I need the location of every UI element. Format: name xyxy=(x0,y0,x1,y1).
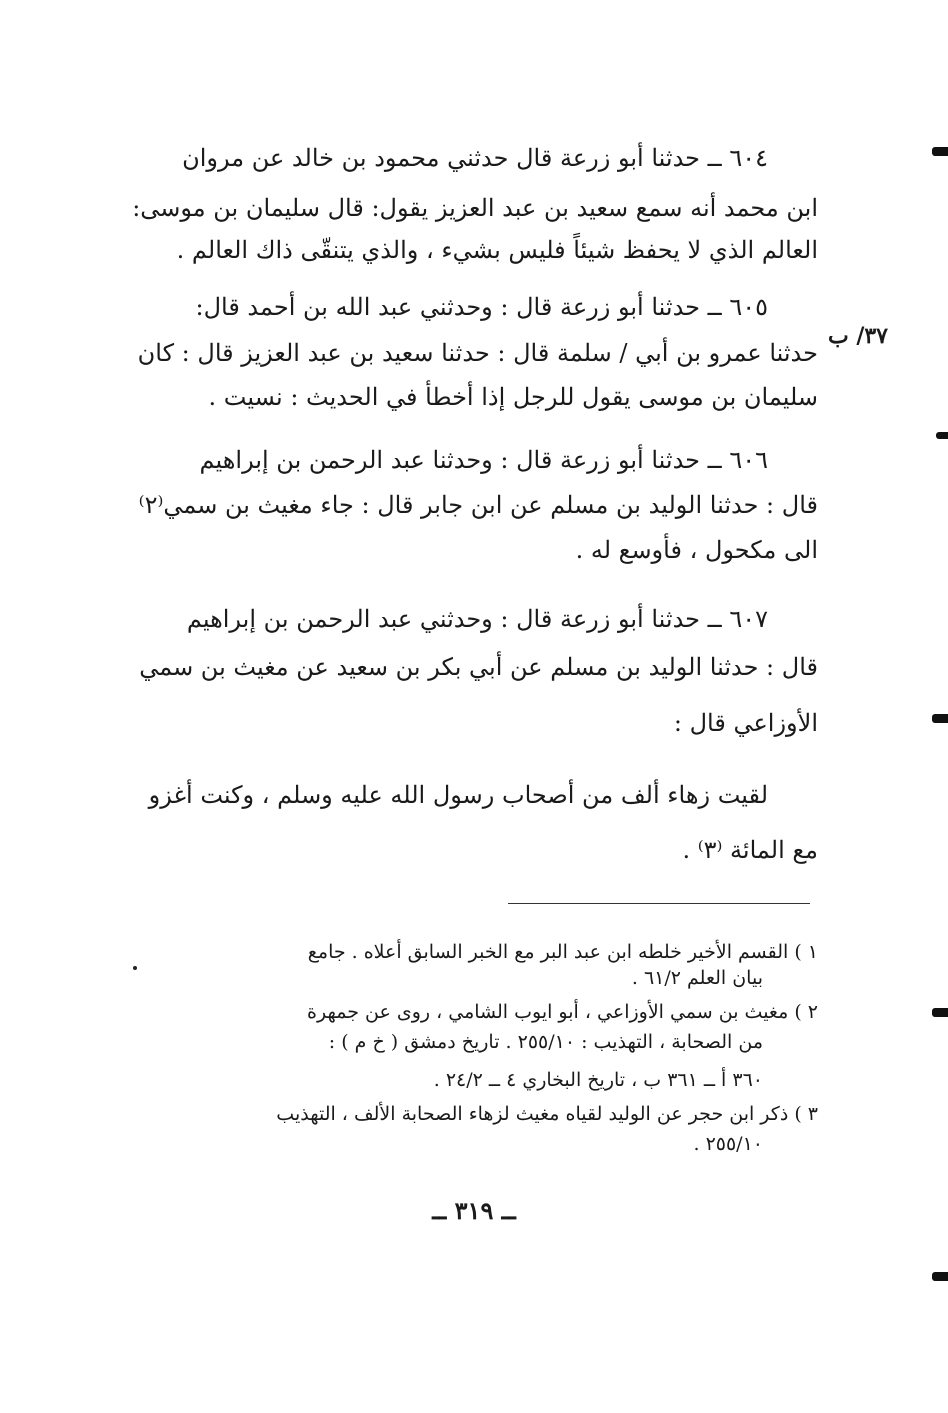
footnote-3-line-2: . ٢٥٥/١٠ xyxy=(693,1133,763,1155)
entry-604-line-3: العالم الذي لا يحفظ شيئاً فليس بشيء ، والذي يتنقّى ذاك العالم . xyxy=(176,236,818,264)
scan-edge-mark xyxy=(932,1008,948,1017)
footnote-separator xyxy=(508,903,810,904)
entry-605-line-3: سليمان بن موسى يقول للرجل إذا أخطأ في الحديث : نسيت . xyxy=(208,383,818,411)
footnote-3-line-1: ٣ ) ذكر ابن حجر عن الوليد لقياه مغيث لزهاء الصحابة الألف ، التهذيب xyxy=(276,1103,818,1125)
entry-607-line-1: ٦٠٧ ــ حدثنا أبو زرعة قال : وحدثني عبد الرحمن بن إبراهيم xyxy=(186,605,768,633)
footnote-2-line-1: ٢ ) مغيث بن سمي الأوزاعي ، أبو ايوب الشامي ، روى عن جمهرة xyxy=(307,1001,818,1023)
scan-edge-mark xyxy=(936,432,948,439)
footnote-2-line-2: من الصحابة ، التهذيب : ٢٥٥/١٠ . تاريخ دمشق ( خ م ) : xyxy=(328,1031,763,1053)
scan-edge-mark xyxy=(932,714,948,723)
footnote-2-line-3: ٣٦٠ أ ــ ٣٦١ ب ، تاريخ البخاري ٤ ــ ٢٤/٢ . xyxy=(433,1069,763,1091)
entry-607-line-3: الأوزاعي قال : xyxy=(673,709,818,737)
page-number: ــ ٣١٩ ــ xyxy=(432,1196,516,1225)
entry-607-line-2: قال : حدثنا الوليد بن مسلم عن أبي بكر بن سعيد عن مغيث بن سمي xyxy=(139,653,818,681)
entry-604-line-2: ابن محمد أنه سمع سعيد بن عبد العزيز يقول: قال سليمان بن موسى: xyxy=(132,194,818,222)
footnote-1-line-1: ١ ) القسم الأخير خلطه ابن عبد البر مع الخبر السابق أعلاه . جامع xyxy=(307,941,818,963)
entry-605-line-2: حدثنا عمرو بن أبي / سلمة قال : حدثنا سعيد بن عبد العزيز قال : كان xyxy=(137,339,818,367)
scan-speck xyxy=(133,966,137,970)
footnote-1-line-2: بيان العلم ٦١/٢ . xyxy=(631,967,763,989)
entry-606-line-3: الى مكحول ، فأوسع له . xyxy=(575,536,818,564)
scan-edge-mark xyxy=(932,147,948,156)
entry-606-line-1: ٦٠٦ ــ حدثنا أبو زرعة قال : وحدثنا عبد الرحمن بن إبراهيم xyxy=(199,446,768,474)
margin-folio-note: ٣٧/ ب xyxy=(827,323,888,349)
entry-605-line-1: ٦٠٥ ــ حدثنا أبو زرعة قال : وحدثني عبد الله بن أحمد قال: xyxy=(195,293,768,321)
entry-604-line-1: ٦٠٤ ــ حدثنا أبو زرعة قال حدثني محمود بن خالد عن مروان xyxy=(182,144,768,172)
entry-607-quote-line-2: مع المائة ⁽٣⁾ . xyxy=(682,836,818,864)
scan-edge-mark xyxy=(932,1272,948,1281)
entry-607-quote-line-1: لقيت زهاء ألف من أصحاب رسول الله عليه وسلم ، وكنت أغزو xyxy=(148,781,768,809)
entry-606-line-2: قال : حدثنا الوليد بن مسلم عن ابن جابر قال : جاء مغيث بن سمي⁽٢⁾ xyxy=(138,491,818,519)
